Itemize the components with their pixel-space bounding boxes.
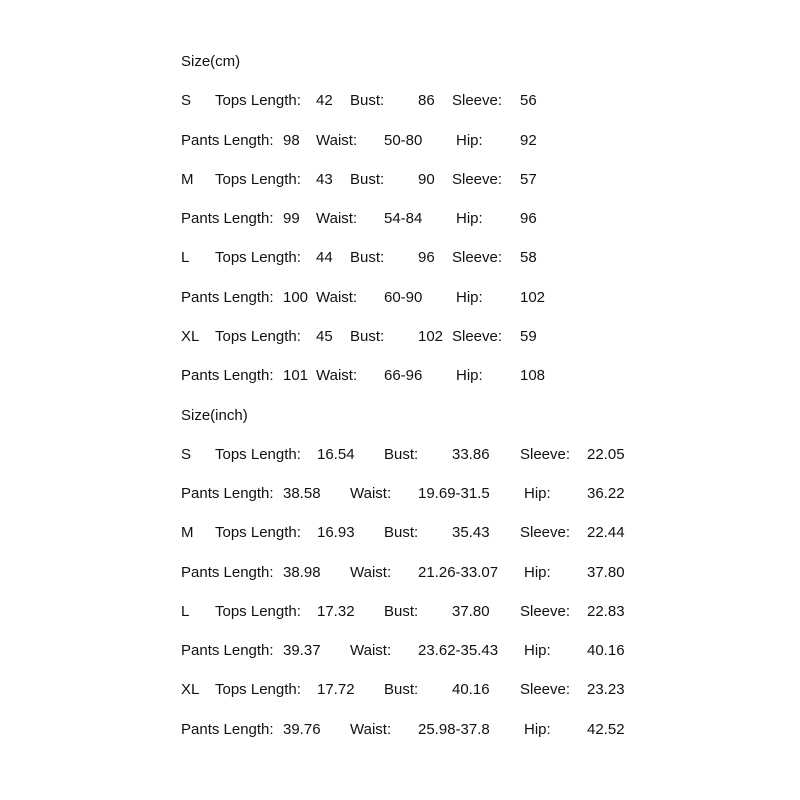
pants-length-label: Pants Length: bbox=[181, 210, 274, 227]
waist-value: 50-80 bbox=[384, 132, 423, 149]
inch-row-xl-tops bbox=[0, 680, 800, 700]
tops-length-label: Tops Length: bbox=[215, 249, 301, 266]
hip-label: Hip: bbox=[524, 564, 551, 581]
waist-value: 21.26-33.07 bbox=[418, 564, 499, 581]
tops-length-label: Tops Length: bbox=[215, 171, 301, 188]
size-label: M bbox=[181, 171, 194, 188]
pants-length-value: 39.37 bbox=[283, 642, 321, 659]
hip-label: Hip: bbox=[524, 485, 551, 502]
sleeve-value: 23.23 bbox=[587, 681, 625, 698]
cm-heading-line bbox=[0, 52, 800, 72]
bust-label: Bust: bbox=[384, 681, 419, 698]
inch-row-m-pants bbox=[0, 563, 800, 583]
tops-length-value: 42 bbox=[316, 92, 333, 109]
sleeve-label: Sleeve: bbox=[452, 249, 503, 266]
sleeve-label: Sleeve: bbox=[520, 524, 571, 541]
bust-value: 90 bbox=[418, 171, 435, 188]
bust-label: Bust: bbox=[384, 446, 419, 463]
tops-length-value: 16.54 bbox=[317, 446, 355, 463]
cm-row-m-tops bbox=[0, 170, 800, 190]
inch-row-m-tops bbox=[0, 523, 800, 543]
bust-label: Bust: bbox=[384, 524, 419, 541]
inch-row-s-tops bbox=[0, 445, 800, 465]
cm-row-l-pants bbox=[0, 288, 800, 308]
sleeve-label: Sleeve: bbox=[452, 92, 503, 109]
waist-label: Waist: bbox=[350, 485, 392, 502]
bust-value: 102 bbox=[418, 328, 444, 345]
hip-label: Hip: bbox=[456, 210, 483, 227]
pants-length-label: Pants Length: bbox=[181, 132, 274, 149]
hip-label: Hip: bbox=[524, 721, 551, 738]
sleeve-value: 22.83 bbox=[587, 603, 625, 620]
pants-length-label: Pants Length: bbox=[181, 642, 274, 659]
pants-length-value: 38.98 bbox=[283, 564, 321, 581]
hip-value: 42.52 bbox=[587, 721, 625, 738]
bust-value: 35.43 bbox=[452, 524, 490, 541]
hip-label: Hip: bbox=[456, 289, 483, 306]
pants-length-value: 100 bbox=[283, 289, 309, 306]
waist-label: Waist: bbox=[316, 367, 358, 384]
bust-label: Bust: bbox=[350, 171, 385, 188]
tops-length-value: 44 bbox=[316, 249, 333, 266]
pants-length-label: Pants Length: bbox=[181, 564, 274, 581]
waist-value: 23.62-35.43 bbox=[418, 642, 499, 659]
tops-length-label: Tops Length: bbox=[215, 681, 301, 698]
hip-value: 96 bbox=[520, 210, 537, 227]
size-label: S bbox=[181, 446, 192, 463]
sleeve-value: 22.44 bbox=[587, 524, 625, 541]
cm-row-xl-tops bbox=[0, 327, 800, 347]
sleeve-value: 58 bbox=[520, 249, 537, 266]
bust-value: 40.16 bbox=[452, 681, 490, 698]
sleeve-label: Sleeve: bbox=[520, 446, 571, 463]
tops-length-label: Tops Length: bbox=[215, 446, 301, 463]
tops-length-value: 45 bbox=[316, 328, 333, 345]
cm-row-xl-pants bbox=[0, 366, 800, 386]
bust-label: Bust: bbox=[350, 328, 385, 345]
section-heading-cm: Size(cm) bbox=[181, 53, 241, 70]
size-label: L bbox=[181, 603, 190, 620]
tops-length-label: Tops Length: bbox=[215, 92, 301, 109]
sleeve-value: 56 bbox=[520, 92, 537, 109]
pants-length-label: Pants Length: bbox=[181, 289, 274, 306]
hip-value: 92 bbox=[520, 132, 537, 149]
bust-value: 86 bbox=[418, 92, 435, 109]
pants-length-value: 99 bbox=[283, 210, 300, 227]
sleeve-value: 22.05 bbox=[587, 446, 625, 463]
pants-length-label: Pants Length: bbox=[181, 367, 274, 384]
cm-row-l-tops bbox=[0, 248, 800, 268]
waist-value: 66-96 bbox=[384, 367, 423, 384]
size-label: L bbox=[181, 249, 190, 266]
size-label: S bbox=[181, 92, 192, 109]
inch-row-l-pants bbox=[0, 641, 800, 661]
waist-value: 54-84 bbox=[384, 210, 423, 227]
waist-label: Waist: bbox=[316, 132, 358, 149]
pants-length-value: 101 bbox=[283, 367, 309, 384]
tops-length-value: 16.93 bbox=[317, 524, 355, 541]
waist-label: Waist: bbox=[350, 721, 392, 738]
sleeve-value: 59 bbox=[520, 328, 537, 345]
hip-label: Hip: bbox=[456, 132, 483, 149]
tops-length-value: 43 bbox=[316, 171, 333, 188]
cm-row-m-pants bbox=[0, 209, 800, 229]
size-label: M bbox=[181, 524, 194, 541]
bust-label: Bust: bbox=[384, 603, 419, 620]
hip-label: Hip: bbox=[456, 367, 483, 384]
sleeve-label: Sleeve: bbox=[520, 681, 571, 698]
cm-row-s-tops bbox=[0, 91, 800, 111]
pants-length-value: 98 bbox=[283, 132, 300, 149]
hip-value: 108 bbox=[520, 367, 546, 384]
waist-label: Waist: bbox=[316, 210, 358, 227]
hip-value: 40.16 bbox=[587, 642, 625, 659]
waist-value: 25.98-37.8 bbox=[418, 721, 490, 738]
section-heading-inch: Size(inch) bbox=[181, 407, 248, 424]
tops-length-value: 17.32 bbox=[317, 603, 355, 620]
pants-length-value: 38.58 bbox=[283, 485, 321, 502]
hip-value: 102 bbox=[520, 289, 546, 306]
sleeve-value: 57 bbox=[520, 171, 537, 188]
bust-value: 33.86 bbox=[452, 446, 490, 463]
size-label: XL bbox=[181, 328, 200, 345]
hip-label: Hip: bbox=[524, 642, 551, 659]
size-label: XL bbox=[181, 681, 200, 698]
bust-label: Bust: bbox=[350, 249, 385, 266]
waist-value: 19.69-31.5 bbox=[418, 485, 490, 502]
bust-value: 37.80 bbox=[452, 603, 490, 620]
bust-value: 96 bbox=[418, 249, 435, 266]
inch-row-l-tops bbox=[0, 602, 800, 622]
inch-heading-line bbox=[0, 406, 800, 426]
sleeve-label: Sleeve: bbox=[452, 171, 503, 188]
tops-length-label: Tops Length: bbox=[215, 603, 301, 620]
pants-length-label: Pants Length: bbox=[181, 721, 274, 738]
waist-label: Waist: bbox=[350, 564, 392, 581]
cm-row-s-pants bbox=[0, 131, 800, 151]
pants-length-value: 39.76 bbox=[283, 721, 321, 738]
bust-label: Bust: bbox=[350, 92, 385, 109]
sleeve-label: Sleeve: bbox=[452, 328, 503, 345]
waist-value: 60-90 bbox=[384, 289, 423, 306]
pants-length-label: Pants Length: bbox=[181, 485, 274, 502]
tops-length-label: Tops Length: bbox=[215, 524, 301, 541]
inch-row-s-pants bbox=[0, 484, 800, 504]
tops-length-value: 17.72 bbox=[317, 681, 355, 698]
sleeve-label: Sleeve: bbox=[520, 603, 571, 620]
waist-label: Waist: bbox=[350, 642, 392, 659]
inch-row-xl-pants bbox=[0, 720, 800, 740]
hip-value: 36.22 bbox=[587, 485, 625, 502]
hip-value: 37.80 bbox=[587, 564, 625, 581]
waist-label: Waist: bbox=[316, 289, 358, 306]
tops-length-label: Tops Length: bbox=[215, 328, 301, 345]
